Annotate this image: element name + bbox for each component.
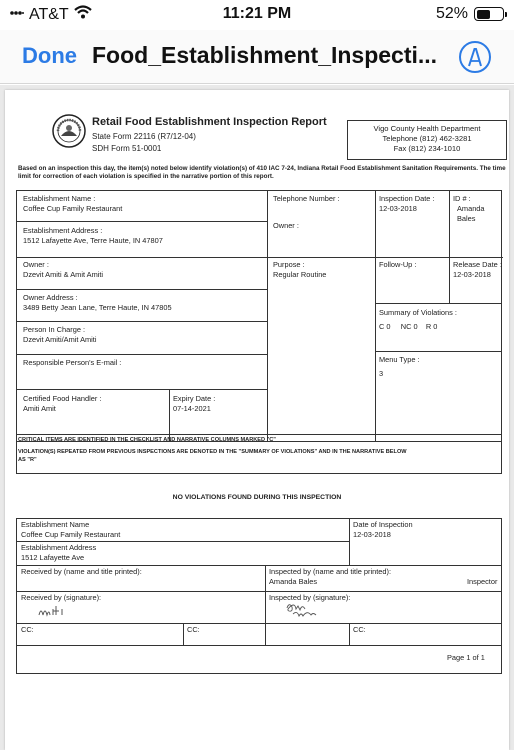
id-value-last: Bales [457, 214, 476, 223]
menu-type-label: Menu Type : [379, 355, 420, 364]
document-title: Food_Establishment_Inspecti... [92, 42, 438, 68]
received-by-label: Received by (name and title printed): [21, 567, 142, 576]
person-in-charge: Dzevit Amiti/Amit Amiti [23, 335, 97, 344]
markup-pen-icon[interactable] [458, 40, 492, 74]
state-seal-icon [52, 114, 86, 148]
status-time: 11:21 PM [222, 5, 292, 22]
id-value-first: Amanda [457, 204, 485, 213]
battery-icon [474, 7, 504, 21]
menu-type: 3 [379, 369, 384, 378]
signature-table [16, 518, 502, 674]
bottom-address: 1512 Lafayette Ave [21, 553, 85, 562]
establishment-info-grid [16, 190, 502, 442]
cc-label-1: CC: [21, 625, 34, 634]
agency-name: Vigo County Health Department [373, 124, 481, 133]
establishment-name: Coffee Cup Family Restaurant [23, 204, 123, 213]
handwritten-signature-amanda-bales [283, 600, 323, 622]
telephone-label: Telephone Number : [273, 194, 340, 203]
establishment-name-label: Establishment Name : [23, 194, 96, 203]
page-number: Page 1 of 1 [447, 653, 485, 662]
document-toolbar [0, 30, 514, 84]
done-button[interactable]: Done [22, 43, 77, 68]
battery-percent: 52% [435, 5, 468, 22]
owner-label: Owner : [23, 260, 49, 269]
owner-address-label: Owner Address : [23, 293, 78, 302]
form-number: State Form 22116 (R7/12-04) [92, 132, 196, 141]
release-date: 12-03-2018 [453, 270, 491, 279]
agency-fax: Fax (812) 234-1010 [393, 144, 461, 153]
bottom-name-label: Establishment Name [21, 520, 90, 529]
purpose-value: Regular Routine [273, 270, 327, 279]
summary-label: Summary of Violations : [379, 308, 457, 317]
no-violations-banner: NO VIOLATIONS FOUND DURING THIS INSPECTION [172, 494, 342, 501]
inspection-date-label: Inspection Date : [379, 194, 435, 203]
cc-label-3: CC: [353, 625, 366, 634]
received-signature-label: Received by (signature): [21, 593, 102, 602]
summary-value: C 0 NC 0 R 0 [379, 322, 438, 331]
report-title: Retail Food Establishment Inspection Report [92, 116, 327, 128]
bottom-date-label: Date of Inspection [353, 520, 413, 529]
food-handler: Amiti Amit [23, 404, 56, 413]
legal-note: Based on an inspection this day, the item(s) noted below identify violation(s) of 410 IAC 7-24, Indiana Retail Food Establishment Sanitation Requirements. The time limit for correction of each violation is specified in the narrative portion of this report. [18, 165, 506, 180]
sdh-form-number: SDH Form 51-0001 [92, 144, 162, 153]
bottom-address-label: Establishment Address [21, 543, 97, 552]
bottom-name: Coffee Cup Family Restaurant [21, 530, 121, 539]
purpose-label: Purpose : [273, 260, 305, 269]
inspector-title: Inspector [467, 577, 498, 586]
inspected-by-name: Amanda Bales [269, 577, 318, 586]
agency-box [347, 120, 507, 160]
pdf-page [5, 90, 509, 750]
expiry-label: Expiry Date : [173, 394, 216, 403]
followup-label: Follow-Up : [379, 260, 417, 269]
handwritten-signature-miti [37, 603, 71, 621]
responsible-email-label: Responsible Person's E-mail : [23, 358, 122, 367]
establishment-address-label: Establishment Address : [23, 226, 103, 235]
inspected-signature-label: Inspected by (signature): [269, 593, 351, 602]
critical-note-2: VIOLATION(S) REPEATED FROM PREVIOUS INSPECTIONS ARE DENOTED IN THE "SUMMARY OF VIOLATIONS" AND IN THE NARRATIVE BELOW [18, 449, 407, 455]
food-handler-label: Certified Food Handler : [23, 394, 102, 403]
status-bar [0, 0, 514, 30]
carrier-label: AT&T [29, 5, 69, 23]
release-date-label: Release Date : [453, 260, 502, 269]
owner-value: Dzevit Amiti & Amit Amiti [23, 270, 104, 279]
critical-note-1: CRITICAL ITEMS ARE IDENTIFIED IN THE CHECKLIST AND NARRATIVE COLUMNS MARKED "C" [18, 437, 276, 443]
owner-address: 3489 Betty Jean Lane, Terre Haute, IN 47805 [23, 303, 172, 312]
bottom-date: 12-03-2018 [353, 530, 391, 539]
pdf-viewer[interactable] [0, 85, 514, 750]
expiry-date: 07-14-2021 [173, 404, 211, 413]
critical-note-3: AS "R" [18, 457, 37, 463]
inspected-by-label: Inspected by (name and title printed): [269, 567, 392, 576]
agency-phone: Telephone (812) 462-3281 [382, 134, 472, 143]
owner-right-label: Owner : [273, 221, 299, 230]
person-in-charge-label: Person In Charge : [23, 325, 86, 334]
status-right [436, 5, 504, 23]
establishment-address: 1512 Lafayette Ave, Terre Haute, IN 47807 [23, 236, 163, 245]
id-label: ID # : [453, 194, 471, 203]
battery-fill [477, 10, 490, 19]
inspection-date: 12-03-2018 [379, 204, 417, 213]
cc-label-2: CC: [187, 625, 200, 634]
